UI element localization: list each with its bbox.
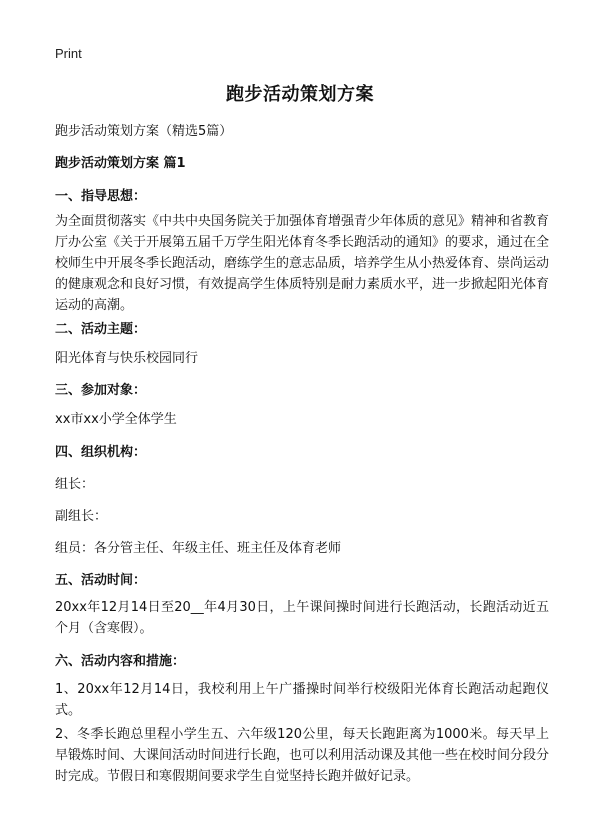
section-1-text: 为全面贯彻落实《中共中央国务院关于加强体育增强青少年体质的意见》精神和省教育厅办公室《关于开展第五届千万学生阳光体育冬季长跑活动的通知》的要求，通过在全校师生中开展冬季长跑活动，磨练学生的意志品质，培养学生从小热爱体育、崇尚运动的健康观念和良好习惯，有效提高学生体质特别是耐力素质水平，进一步掀起阳光体育运动的高潮。: [55, 214, 550, 313]
section-4-leader: 组长：: [55, 477, 95, 492]
section-6-item-2: 2、冬季长跑总里程小学生五、六年级120公里，每天长跑距离为1000米。每天早上早锻炼时间、大课间活动时间进行长跑，也可以利用活动课及其他一些在校时间分段分时完成。节假日和寒假期间要求学生自觉坚持长跑并做好记录。: [55, 727, 550, 784]
section-1-heading: 一、指导思想：: [55, 189, 147, 204]
section-4-members: 组员：各分管主任、年级主任、班主任及体育老师: [55, 541, 342, 556]
document-subtitle: 跑步活动策划方案（精选5篇）: [55, 124, 233, 139]
section-2-text: 阳光体育与快乐校园同行: [55, 351, 199, 366]
print-link[interactable]: Print: [55, 46, 82, 61]
part-heading: 跑步活动策划方案 篇1: [55, 156, 186, 171]
section-5-text: 20xx年12月14日至20__年4月30日，上午课间操时间进行长跑活动，长跑活动近五个月（含寒假）。: [55, 600, 549, 636]
section-6-heading: 六、活动内容和措施：: [55, 654, 186, 669]
section-3-heading: 三、参加对象：: [55, 383, 147, 398]
section-2-heading: 二、活动主题：: [55, 322, 147, 337]
section-4-deputy: 副组长：: [55, 509, 108, 524]
section-4-heading: 四、组织机构：: [55, 445, 147, 460]
section-6-item-1: 1、20xx年12月14日，我校利用上午广播操时间举行校级阳光体育长跑活动起跑仪式。: [55, 682, 549, 718]
section-3-text: xx市xx小学全体学生: [55, 412, 177, 427]
section-5-heading: 五、活动时间：: [55, 573, 147, 588]
document-title: 跑步活动策划方案: [226, 84, 374, 105]
